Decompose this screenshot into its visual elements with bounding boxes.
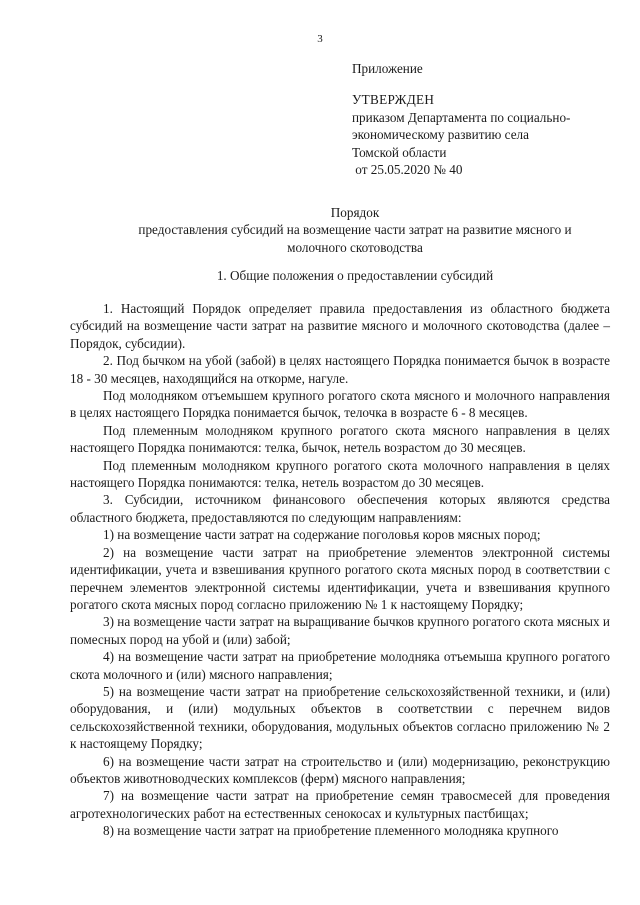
paragraph-3: Под молодняком отъемышем крупного рогатого скота мясного и молочного направления в целях настоящего Порядка понимается бычок, телочка в возрасте 6 - 8 месяцев. (70, 388, 610, 421)
approval-line-3: Томской области (352, 144, 447, 160)
list-item-1: 1) на возмещение части затрат на содержание поголовья коров мясных пород; (103, 527, 541, 543)
paragraph-4: Под племенным молодняком крупного рогатого скота мясного направления в целях настоящего Порядка понимаются: телка, бычок, нетель возрастом до 30 месяцев. (70, 422, 610, 456)
section-heading: 1. Общие положения о предоставлении субсидий (216, 268, 494, 283)
list-item-7: 7) на возмещение части затрат на приобретение семян травосмесей для проведения агротехнологических работ на естественных сенокосах и культурных пастбищах; (70, 788, 610, 821)
list-item-5: 5) на возмещение части затрат на приобретение сельскохозяйственной техники, и (или) оборудования, и (или) модульных объектов в соответствии с перечнем видов сельскохозяйственной техники, оборудования, модульных объектов согласно приложению № 2 к настоящему Порядку; (70, 683, 610, 752)
title-line-2: предоставления субсидий на возмещение части затрат на развитие мясного и (138, 222, 572, 238)
title-line-1: Порядок (330, 205, 380, 220)
page-number: 3 (317, 33, 323, 45)
list-item-2: 2) на возмещение части затрат на приобретение элементов электронной системы идентификации, учета и взвешивания крупного рогатого скота мясных пород в соответствии с перечнем элементов электронной системы идентификации, учета и взвешивания крупного рогатого скота мясных пород согласно приложению № 1 к настоящему Порядку; (70, 544, 610, 612)
list-item-6: 6) на возмещение части затрат на строительство и (или) модернизацию, реконструкцию объектов животноводческих комплексов (ферм) мясного направления; (70, 753, 610, 786)
approved-label: УТВЕРЖДЕН (352, 92, 435, 108)
list-item-4: 4) на возмещение части затрат на приобретение молодняка отъемыша крупного рогатого скота молочного и (или) мясного направления; (70, 649, 610, 682)
list-item-3: 3) на возмещение части затрат на выращивание бычков крупного рогатого скота мясных и помесных пород на убой и (или) забой; (70, 614, 610, 647)
title-line-3: молочного скотоводства (287, 239, 423, 255)
approval-line-1: приказом Департамента по социально- (352, 109, 571, 125)
list-item-8: 8) на возмещение части затрат на приобретение племенного молодняка крупного (103, 823, 559, 839)
paragraph-6: 3. Субсидии, источником финансового обеспечения которых являются средства областного бюджета, предоставляются по следующим направлениям: (70, 492, 610, 525)
paragraph-1: 1. Настоящий Порядок определяет правила предоставления из областного бюджета субсидий на возмещение части затрат на развитие мясного и молочного скотоводства (далее – Порядок, субсидии). (70, 301, 610, 351)
paragraph-2: 2. Под бычком на убой (забой) в целях настоящего Порядка понимается бычок в возрасте 18 - 30 месяцев, находящийся на откорме, нагуле. (70, 353, 610, 386)
appendix-label: Приложение (352, 61, 423, 76)
approval-line-2: экономическому развитию села (352, 127, 529, 143)
approval-block (352, 60, 622, 178)
approval-line-4: от 25.05.2020 № 40 (352, 162, 463, 178)
document-title (100, 204, 610, 256)
document-body (70, 300, 610, 840)
paragraph-5: Под племенным молодняком крупного рогатого скота молочного направления в целях настоящего Порядка понимаются: телка, нетель возрастом до 30 месяцев. (70, 457, 610, 491)
